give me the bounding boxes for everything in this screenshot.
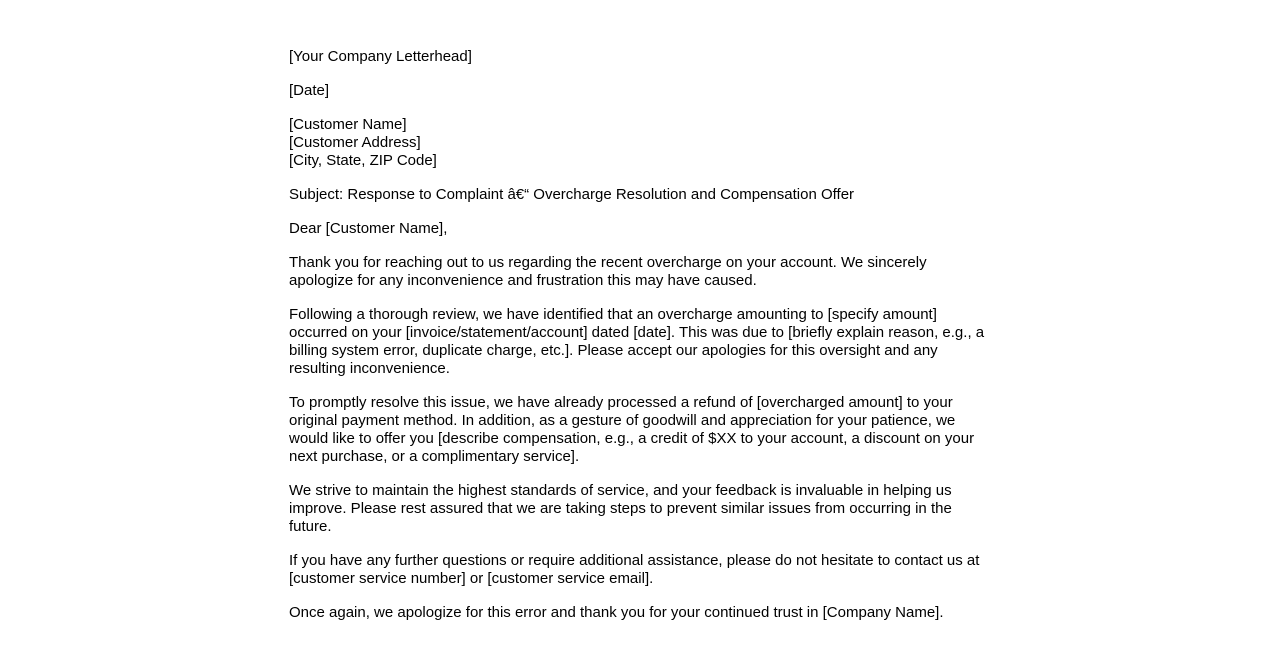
recipient-address: [Customer Address] bbox=[289, 134, 421, 151]
salutation: Dear [Customer Name], bbox=[289, 220, 448, 237]
paragraph-closing-apology: Once again, we apologize for this error and thank you for your continued trust in [Company Name]. bbox=[289, 604, 944, 621]
recipient-city-state-zip: [City, State, ZIP Code] bbox=[289, 152, 437, 169]
paragraph-contact-info: If you have any further questions or require additional assistance, please do not hesitate to contact us at [customer service number] or [customer service email]. bbox=[289, 552, 980, 587]
paragraph-service-standards: We strive to maintain the highest standards of service, and your feedback is invaluable in helping us improve. Please rest assured that we are taking steps to prevent similar issues from occurring in the future. bbox=[289, 482, 952, 535]
letterhead-placeholder: [Your Company Letterhead] bbox=[289, 48, 472, 65]
paragraph-refund-compensation: To promptly resolve this issue, we have already processed a refund of [overcharged amount] to your original payment method. In addition, as a gesture of goodwill and appreciation for your patience, we would like to offer you [describe compensation, e.g., a credit of $XX to your account, a discount on your next purchase, or a complimentary service]. bbox=[289, 394, 975, 465]
paragraph-review-findings: Following a thorough review, we have identified that an overcharge amounting to [specify amount] occurred on your [invoice/statement/account] dated [date]. This was due to [briefly explain reason, e.g., a billing system error, duplicate charge, etc.]. Please accept our apologies for this oversight and any resulting inconvenience. bbox=[289, 306, 985, 377]
letter-document bbox=[289, 0, 989, 622]
recipient-address-block bbox=[289, 116, 989, 170]
subject-line: Subject: Response to Complaint â€“ Overcharge Resolution and Compensation Offer bbox=[289, 186, 855, 203]
paragraph-thank-you: Thank you for reaching out to us regarding the recent overcharge on your account. We sincerely apologize for any inconvenience and frustration this may have caused. bbox=[289, 254, 927, 289]
recipient-name: [Customer Name] bbox=[289, 116, 407, 133]
date-placeholder: [Date] bbox=[289, 82, 330, 99]
